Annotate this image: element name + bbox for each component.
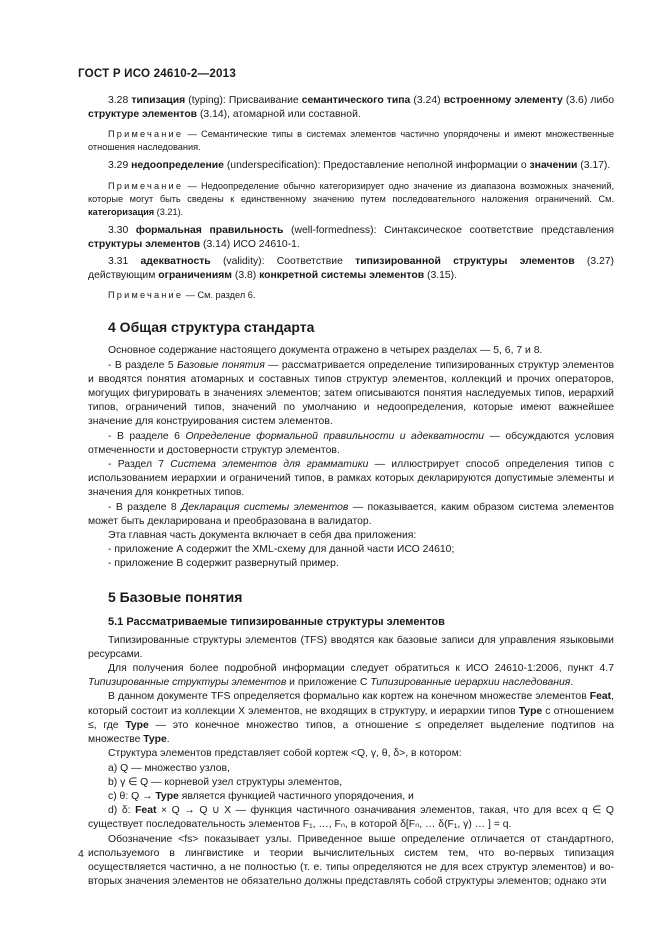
- note-3-29: Примечание — Недоопределение обычно категоризирует одно значение из диапазона возможных значений, которые могут быть сведены к единственному значению путем последовательного наложения ограничений. См. категоризация (3.21).: [88, 180, 614, 217]
- section-4-heading: 4 Общая структура стандарта: [108, 319, 315, 336]
- document-header: ГОСТ Р ИСО 24610-2—2013: [78, 67, 236, 80]
- section-5-paragraph-1: Типизированные структуры элементов (TFS) вводятся как базовые записи для управления языковыми ресурсами.: [88, 634, 614, 660]
- note-3-31: Примечание — См. раздел 6.: [108, 290, 256, 301]
- section-4-annex-a: - приложение А содержит the XML-схему для данной части ИСО 24610;: [108, 544, 455, 556]
- subsection-5-1-heading: 5.1 Рассматриваемые типизированные структуры элементов: [108, 615, 445, 628]
- definition-number: 3.31: [108, 256, 129, 268]
- definition-3-28: 3.28 типизация (typing): Присваивание семантического типа (3.24) встроенному элементу (3.6) либо структуре элементов (3.14), атомарной или составной.: [88, 95, 614, 121]
- section-4-item-5: - В разделе 5 Базовые понятия — рассматривается определение типизированных структур элементов и вводятся понятия атомарных и составных типов структур элементов, коллекций и прочих операторов, могущих фигурировать в значениях элементов; затем описываются понятия наследуемых типов, иерархий типов, ограничений типов, значений по умолчанию и недоопределения, которые имеют важнейшее значение для конструирования систем элементов.: [88, 359, 614, 428]
- definition-term: типизация: [131, 95, 186, 106]
- definition-3-29: 3.29 недоопределение (underspecification): Предоставление неполной информации о значении (3.17).: [108, 160, 611, 172]
- list-item-c: c) θ: Q → Type является функцией частичного упорядочения, и: [108, 790, 414, 802]
- definition-number: 3.29: [108, 160, 129, 172]
- note-label: Примечание: [108, 290, 184, 301]
- section-4-item-7: - Раздел 7 Система элементов для грамматики — иллюстрирует способ определения типов с использованием иерархии и ограничений типов, в рамках которых декларируются допустимые элементы и значения для конкретных типов.: [88, 459, 614, 499]
- note-3-28: Примечание — Семантические типы в системах элементов частично упорядочены и имеют множественные отношения наследования.: [88, 129, 614, 153]
- definition-3-31: 3.31 адекватность (validity): Соответствие типизированной структуры элементов (3.27) действующим ограничениям (3.8) конкретной системы элементов (3.15).: [88, 256, 615, 282]
- definition-3-30: 3.30 формальная правильность (well-formedness): Синтаксическое соответствие представления структуры элементов (3.14) ИСО 24610-1.: [88, 224, 614, 250]
- section-4-item-6: - В разделе 6 Определение формальной правильности и адекватности — обсуждаются условия отмеченности и достоверности структур элементов.: [88, 430, 614, 456]
- document-body: [88, 94, 614, 889]
- list-item-b: b) γ ∈ Q — корневой узел структуры элементов,: [108, 776, 343, 788]
- section-4-item-8: - В разделе 8 Декларация системы элементов — показывается, каким образом система элементов может быть декларирована и преобразована в валидатор.: [88, 501, 614, 527]
- section-4-annex-b: - приложение В содержит развернутый пример.: [108, 558, 339, 570]
- note-label: Примечание: [108, 129, 184, 140]
- section-5-paragraph-5: Обозначение <fs> показывает узлы. Приведенное выше определение отличается от стандартного, используемого в лингвистике и теории вычислительных систем тем, что во-первых типизация осуществляется частично, а не полностью (т. е. типы определяются не для всех структур элементов) и во-вторых значения элементов не обязательно должны представлять собой структуры элементов; однако эти: [88, 833, 614, 888]
- definition-number: 3.28: [108, 95, 129, 106]
- section-5-paragraph-3: В данном документе TFS определяется формально как кортеж на конечном множестве элементов Feat, который состоит из коллекции X элементов, не входящих в структуру, и иерархии типов Type с отношением ≤, где Type — это конечное множество типов, а отношение ≤ определяет выделение подтипов на множестве Type.: [88, 691, 614, 746]
- definition-term: адекватность: [140, 256, 211, 268]
- definition-term: формальная правильность: [135, 224, 284, 236]
- section-4-intro: Основное содержание настоящего документа отражено в четырех разделах — 5, 6, 7 и 8.: [108, 345, 543, 357]
- section-5-paragraph-2: Для получения более подробной информации следует обратиться к ИСО 24610-1:2006, пункт 4.7 Типизированные структуры элементов и приложение С Типизированные иерархии наследования.: [88, 663, 614, 689]
- definition-term: недоопределение: [131, 160, 224, 172]
- list-item-d: d) δ: Feat × Q → Q ∪ X — функция частичного означивания элементов, такая, что для всех q ∈ Q существует последовательность элементов F₁, …, Fₙ, в которой δ[Fₙ, … δ(F₁, γ) … ] = q.: [88, 805, 614, 831]
- section-4-annex-intro: Эта главная часть документа включает в себя два приложения:: [108, 530, 417, 542]
- section-5-paragraph-4: Структура элементов представляет собой кортеж <Q, γ, θ, δ>, в котором:: [108, 748, 462, 760]
- definition-number: 3.30: [108, 224, 129, 236]
- section-5-heading: 5 Базовые понятия: [108, 588, 243, 605]
- note-label: Примечание: [108, 180, 184, 191]
- list-item-a: a) Q — множество узлов,: [108, 762, 230, 774]
- page-number: 4: [78, 849, 84, 860]
